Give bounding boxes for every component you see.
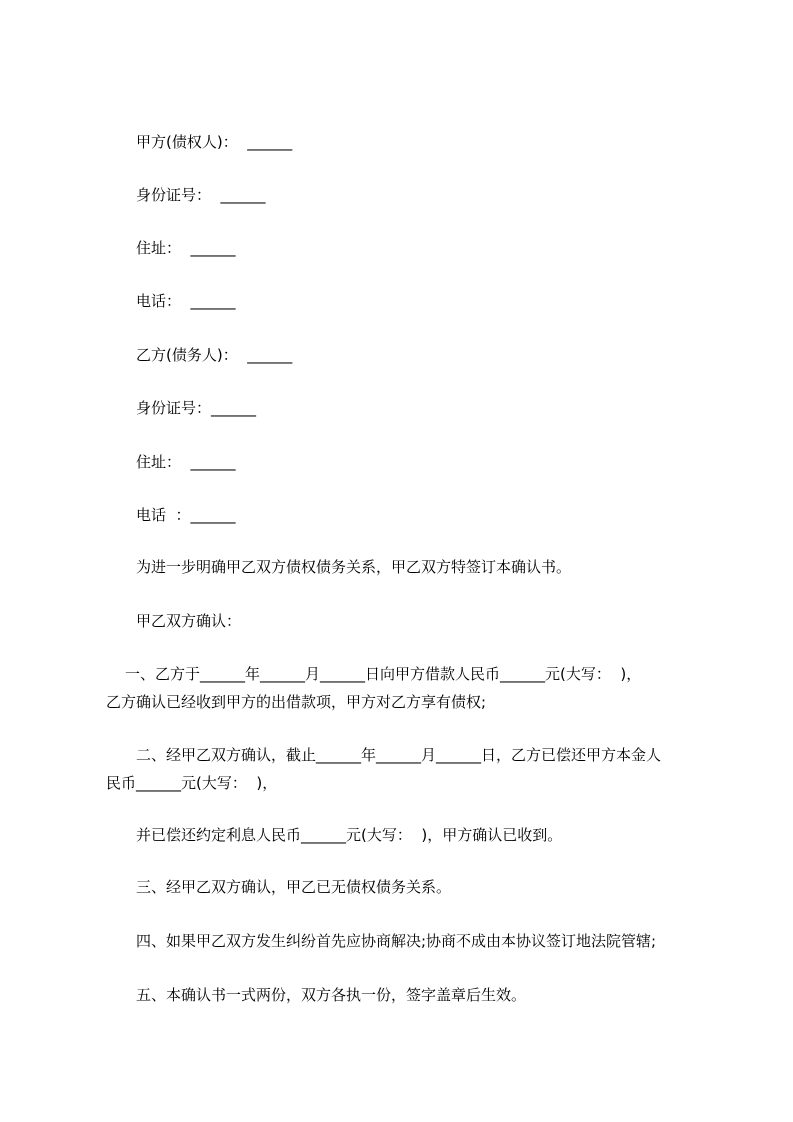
party-b-debtor-field: 乙方(债务人)： ______ <box>136 346 293 364</box>
party-b-id-number-field: 身份证号：______ <box>136 399 257 417</box>
party-b-phone-field: 电话 ：______ <box>136 506 236 524</box>
confirm-heading: 甲乙双方确认： <box>136 612 242 630</box>
intro-paragraph: 为进一步明确甲乙双方债权债务关系，甲乙双方特签订本确认书。 <box>136 558 572 576</box>
party-a-address-field: 住址： ______ <box>136 239 236 257</box>
clause-4: 四、如果甲乙双方发生纠纷首先应协商解决;协商不成由本协议签订地法院管辖; <box>136 932 657 950</box>
clause-2-line-1: 二、经甲乙双方确认，截止______年______月______日，乙方已偿还甲方本金人 <box>136 746 662 764</box>
party-a-id-number-field: 身份证号： ______ <box>136 186 266 204</box>
party-a-phone-field: 电话： ______ <box>136 292 236 310</box>
clause-2-line-2: 民币______元(大写： )， <box>106 774 278 792</box>
clause-3: 三、经甲乙双方确认，甲乙已无债权债务关系。 <box>136 878 452 896</box>
clause-1-line-2: 乙方确认已经收到甲方的出借款项，甲方对乙方享有债权; <box>106 693 487 711</box>
party-a-creditor-field: 甲方(债权人)： ______ <box>136 133 293 151</box>
clause-2-line-3: 并已偿还约定利息人民币______元(大写： )，甲方确认已收到。 <box>136 826 563 844</box>
clause-5: 五、本确认书一式两份，双方各执一份，签字盖章后生效。 <box>136 986 527 1004</box>
party-b-address-field: 住址： ______ <box>136 453 236 471</box>
clause-1-line-1: 一、乙方于______年______月______日向甲方借款人民币______元(大写： )， <box>125 665 642 683</box>
